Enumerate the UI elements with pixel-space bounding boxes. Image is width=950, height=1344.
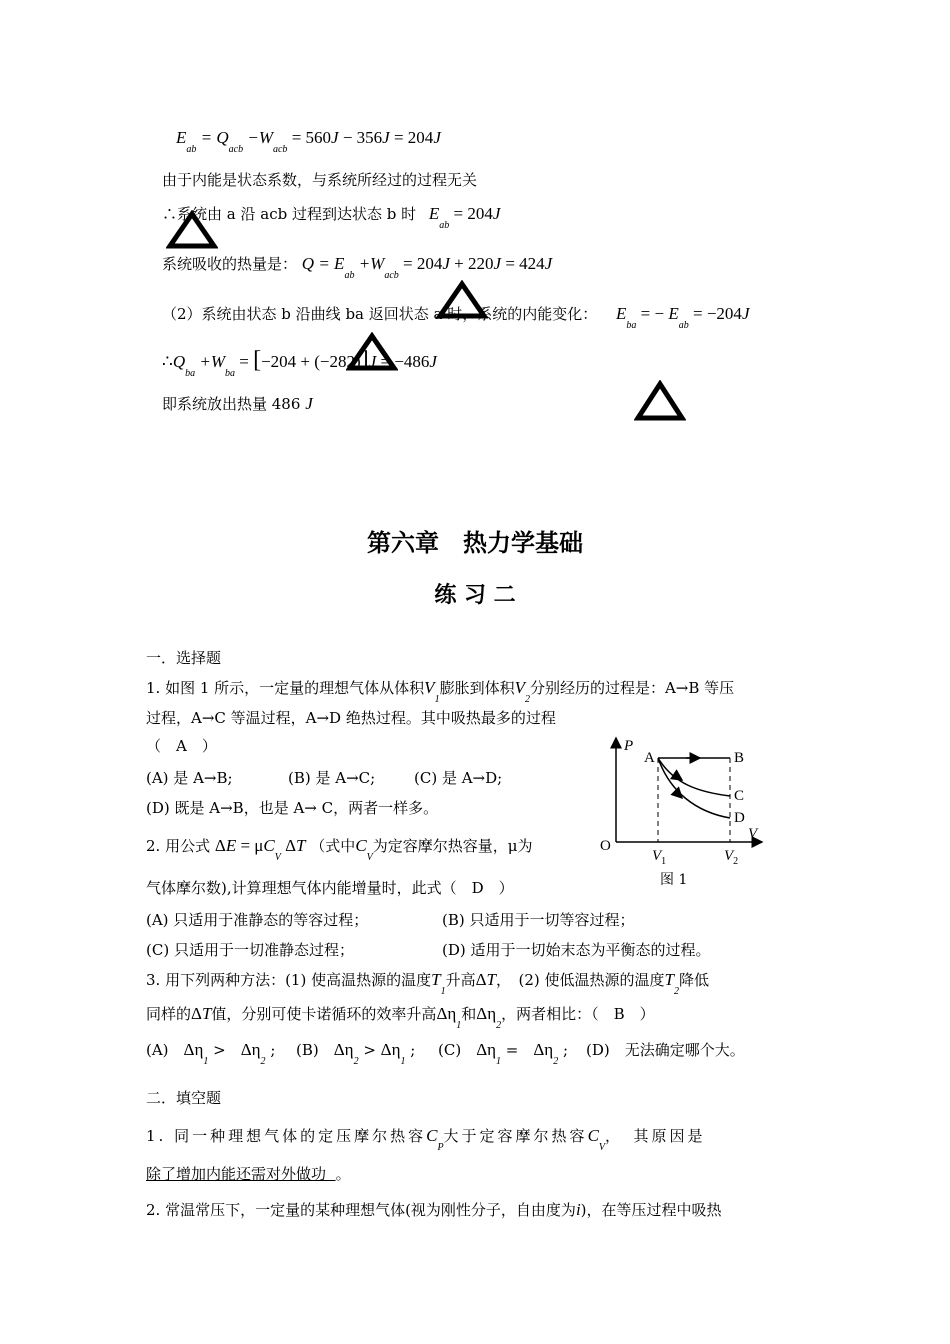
axis-v-label: V (748, 826, 758, 842)
q2-option-c: (C) 只适用于一切准静态过程； (146, 941, 354, 959)
fill-q2-line-1: 2. 常温常压下，一定量的某种理想气体(视为刚性分子，自由度为i)，在等压过程中吸热 (146, 1200, 722, 1219)
q3-option-c: (C) $\Delta\eta_1$ = $\Delta\eta_2$ ; (438, 1040, 569, 1067)
solution-line-5: （2）系统由状态 b 沿曲线 ba 返回状态 a 时，系统的内能变化： $E_{ba}$ = − $E_{ab} = -204J$ (162, 304, 750, 331)
solution-line-5-text: （2）系统由状态 b 沿曲线 ba 返回状态 a 时，系统的内能变化： (162, 305, 598, 323)
section-1-heading: 一．选择题 (146, 649, 222, 667)
isothermal-curve (658, 758, 730, 796)
point-d-label: D (734, 810, 745, 826)
q2-option-b: (B) 只适用于一切等容过程； (442, 911, 635, 929)
triangle-mark-icon (436, 280, 488, 320)
q3-line-1: 3. 用下列两种方法：(1) 使高温热源的温度$T_1$升高ΔT， (2) 使低温热源的温度$T_2$降低 (146, 970, 710, 997)
q2-option-d: (D) 适用于一切始末态为平衡态的过程。 (442, 941, 711, 959)
triangle-mark-icon (346, 332, 398, 372)
q1-line-2: 过程，A→C 等温过程，A→D 绝热过程。其中吸热最多的过程 (146, 709, 556, 727)
tick-v2-label: $V_2$ (724, 848, 739, 867)
q2-line-1: 2. 用公式 $\Delta E = \mu C_V$ ΔT （式中$C_V$为定容摩尔热容量，μ为 (146, 836, 533, 863)
section-2-heading: 二．填空题 (146, 1089, 222, 1107)
q1-option-b: (B) 是 A→C; (288, 769, 376, 787)
fill-q1-line-1: 1. 同一种理想气体的定压摩尔热容$C_P$大于定容摩尔热容$C_V$， 其原因是 (146, 1126, 706, 1153)
fill-q1-answer: 除了增加内能还需对外做功 (146, 1165, 327, 1183)
solution-line-1: $E_{ab} = Q_{acb} -W_{acb} = 560J - 356J = 204J$ (176, 128, 441, 155)
triangle-mark-icon (166, 210, 218, 250)
point-c-label: C (734, 788, 745, 804)
exercise-title: 练 习 二 (434, 583, 516, 608)
pv-diagram (596, 730, 772, 892)
q3-option-a: (A) $\Delta\eta_1$ > $\Delta\eta_2$ ; (146, 1040, 276, 1067)
solution-line-4: 系统吸收的热量是： $Q = E_{ab} +W_{acb} = 204J + 220J = 424J$ (162, 254, 553, 281)
q1-answer: （ A ） (146, 737, 217, 755)
q1-option-a: (A) 是 A→B; (146, 769, 233, 787)
q3-option-d: (D) 无法确定哪个大。 (586, 1041, 745, 1059)
solution-line-6: $\therefore Q_{ba} +W_{ba} = [-204 + (-282)]J = -486J$ (162, 347, 437, 379)
origin-label: O (600, 838, 611, 854)
solution-line-7-unit: J (305, 394, 313, 413)
axis-p-label: P (624, 738, 634, 754)
q1-option-c: (C) 是 A→D; (414, 769, 503, 787)
q2-line-2: 气体摩尔数),计算理想气体内能增量时，此式（ D ） (146, 879, 514, 897)
point-b-label: B (734, 750, 745, 766)
solution-line-7 (162, 394, 313, 414)
solution-line-2: 由于内能是状态系数，与系统所经过的过程无关 (162, 171, 478, 189)
tick-v1-label: $V_1$ (652, 848, 667, 867)
chapter-title: 第六章 热力学基础 (367, 529, 583, 557)
solution-line-3: ∴系统由 a 沿 acb 过程到达状态 b 时 $E_{ab} = 204J$ (162, 204, 501, 231)
q2-option-a: (A) 只适用于准静态的等容过程； (146, 911, 369, 929)
triangle-mark-icon (634, 380, 686, 422)
figure-caption: 图 1 (660, 872, 688, 888)
solution-line-7-text: 即系统放出热量 486 (162, 395, 301, 413)
fill-q1-answer-line: 除了增加内能还需对外做功 。 (146, 1165, 351, 1183)
solution-line-4-text: 系统吸收的热量是： (162, 255, 298, 273)
solution-line-3-text: ∴系统由 a 沿 acb 过程到达状态 b 时 (162, 205, 417, 223)
q3-line-2: 同样的ΔT值，分别可使卡诺循环的效率升高$\Delta\eta_1$和$\Delta\eta_2$，两者相比：（ B ） (146, 1004, 655, 1031)
q1-option-d: (D) 既是 A→B，也是 A→ C，两者一样多。 (146, 799, 439, 817)
point-a-label: A (644, 750, 655, 766)
q1-line-1: 1. 如图 1 所示，一定量的理想气体从体积$V_1$膨胀到体积$V_2$分别经历的过程是：A→B 等压 (146, 678, 735, 705)
q3-option-b: (B) $\Delta\eta_2 > \Delta\eta_1$ ; (296, 1040, 416, 1067)
